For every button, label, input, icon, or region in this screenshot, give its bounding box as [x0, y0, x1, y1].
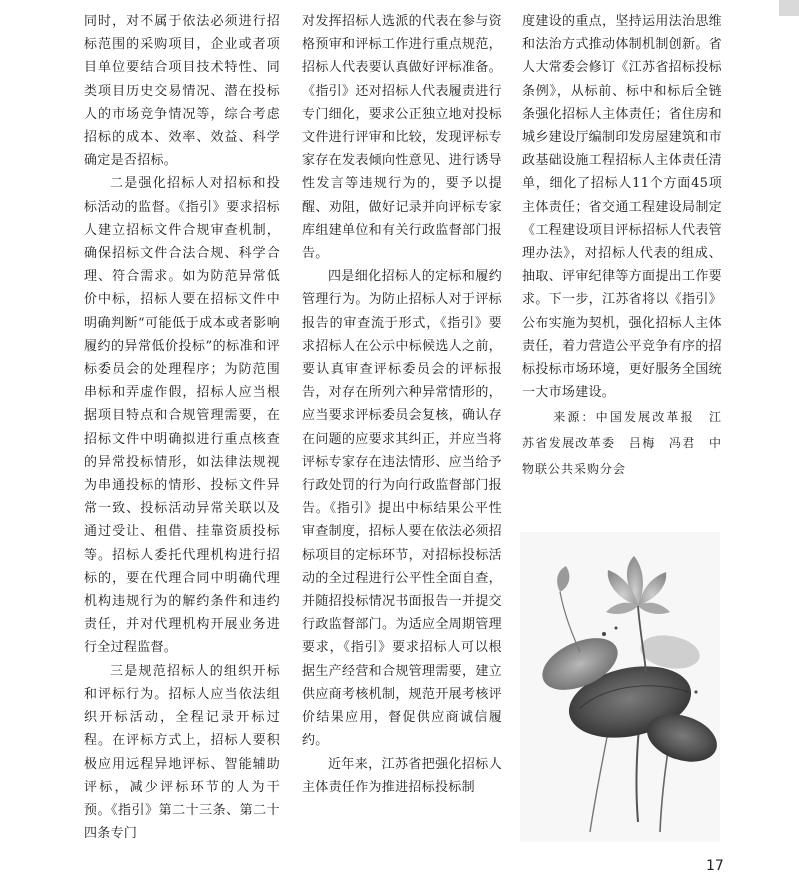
lotus-illustration [520, 532, 720, 842]
paragraph: 对发挥招标人选派的代表在参与资格预审和评标工作进行重点规范，招标人代表要认真做好评标准备。《指引》还对招标人代表履责进行专门细化，要求公正独立地对投标文件进行评审和比较，发现评标专家存在发表倾向性意见、进行诱导性发言等违规行为的，要予以提醒、劝阻，做好记录并向评标专家库组建单位和有关行政监督部门报告。 [302, 14, 502, 262]
source-credit: 来源：中国发展改革报 江苏省发展改革委 吕梅 冯君 中物联公共采购分会 [522, 410, 722, 477]
paragraph: 三是规范招标人的组织开标和评标行为。招标人应当依法组织开标活动，全程记录开标过程。在评标方式上，招标人要积极应用远程异地评标、智能辅助评标，减少评标环节的人为干预。《指引》第二十三条、第二十四条专门 [84, 663, 280, 842]
paragraph: 近年来，江苏省把强化招标人主体责任作为推进招标投标制 [302, 756, 502, 795]
page-number: 17 [706, 858, 724, 874]
paragraph: 同时，对不属于依法必须进行招标范围的采购项目，企业或者项目单位要结合项目技术特性、同类项目历史交易情况、潜在投标人的市场竞争情况等，综合考虑招标的成本、效率、效益、科学确定是否招标。 [84, 14, 280, 169]
text-column-right [522, 10, 722, 482]
corner-tab [779, 0, 799, 16]
paragraph: 四是细化招标人的定标和履约管理行为。为防止招标人对于评标报告的审查流于形式，《指引》要求招标人在公示中标候选人之前，要认真审查评标委员会的评标报告，对存在所列六种异常情形的，应当要求评标委员会复核，确认存在问题的应要求其纠正，并应当将评标专家存在违法情形、应当给予行政处罚的行为向行政监督部门报告。《指引》提出中标结果公平性审查制度，招标人要在依法必须招标项目的定标环节，对招标投标活动的全过程进行公平性全面自查，并随招投标情况书面报告一并提交行政监督部门。为适应全周期管理要求，《指引》要求招标人可以根据生产经营和合规管理需要，建立供应商考核机制，规范开展考核评价结果应用，督促供应商诚信履约。 [302, 269, 502, 749]
text-column-left [84, 10, 280, 845]
text-column-middle [302, 10, 502, 799]
paragraph: 二是强化招标人对招标和投标活动的监督。《指引》要求招标人建立招标文件合规审查机制，确保招标文件合法合规、科学合理、符合需求。如为防范异常低价中标，招标人要在招标文件中明确判断“可能低于成本或者影响履约的异常低价投标”的标准和评标委员会的处理程序；为防范围串标和弄虚作假，招标人应当根据项目特点和合规管理需要，在招标文件中明确拟进行重点核查的异常投标情形，如法律法规视为串通投标的情形、投标文件异常一致、投标活动异常关联以及通过受让、租借、挂靠资质投标等。招标人委托代理机构进行招标的，要在代理合同中明确代理机构违规行为的解约条件和违约责任，并对代理机构开展业务进行全过程监督。 [84, 176, 280, 656]
lotus-ink-icon [520, 532, 720, 842]
paragraph: 度建设的重点，坚持运用法治思维和法治方式推动体制机制创新。省人大常委会修订《江苏省招标投标条例》，从标前、标中和标后全链条强化招标人主体责任；省住房和城乡建设厅编制印发房屋建筑和市政基础设施工程招标人主体责任清单，细化了招标人11个方面45项主体责任；省交通工程建设局制定《工程建设项目评标招标人代表管理办法》，对招标人代表的组成、抽取、评审纪律等方面提出工作要求。下一步，江苏省将以《指引》公布实施为契机，强化招标人主体责任，着力营造公平竞争有序的招标投标市场环境，更好服务全国统一大市场建设。 [522, 14, 722, 401]
